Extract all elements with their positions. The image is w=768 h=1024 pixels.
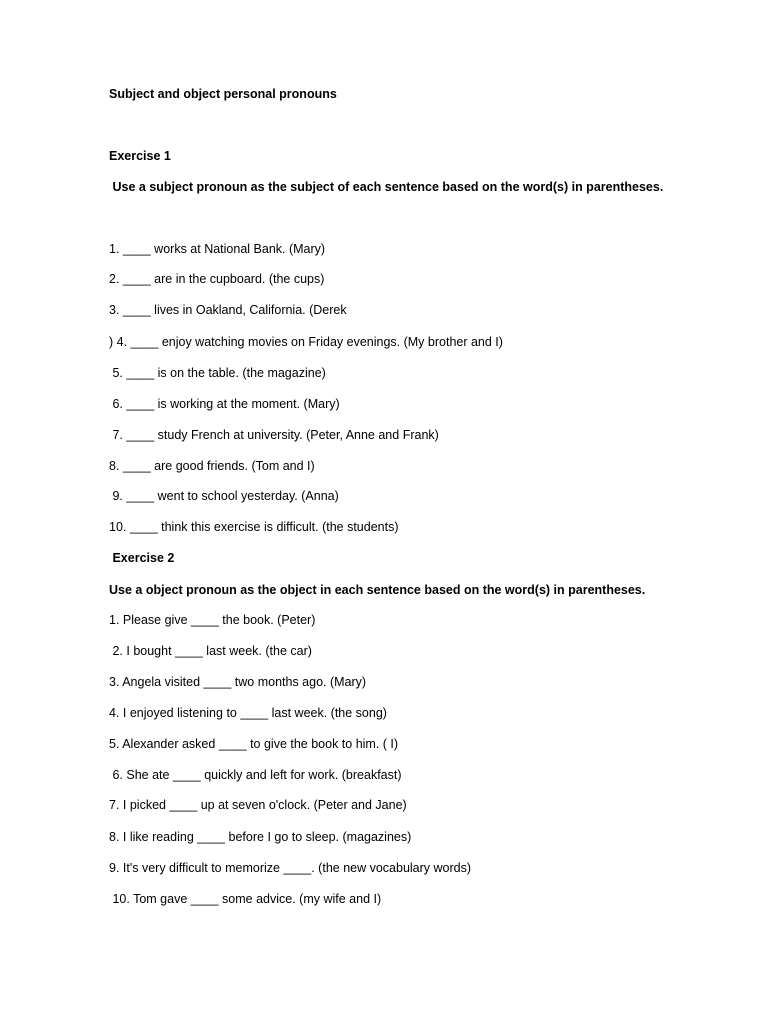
exercise2-item: 5. Alexander asked ____ to give the book to him. ( I) [109,737,399,751]
exercise2-instruction: Use a object pronoun as the object in each sentence based on the word(s) in parentheses. [109,583,646,597]
exercise1-item: 5. ____ is on the table. (the magazine) [109,366,326,380]
exercise2-item: 4. I enjoyed listening to ____ last week. (the song) [109,706,387,720]
exercise2-heading: Exercise 2 [109,551,175,565]
exercise1-item: 7. ____ study French at university. (Peter, Anne and Frank) [109,428,439,442]
exercise2-item: 10. Tom gave ____ some advice. (my wife and I) [109,892,382,906]
exercise1-item: ) 4. ____ enjoy watching movies on Friday evenings. (My brother and I) [109,335,503,349]
exercise2-item: 3. Angela visited ____ two months ago. (Mary) [109,675,367,689]
exercise1-item: 9. ____ went to school yesterday. (Anna) [109,489,339,503]
exercise1-heading: Exercise 1 [109,149,171,163]
exercise2-item: 1. Please give ____ the book. (Peter) [109,613,316,627]
exercise2-item: 2. I bought ____ last week. (the car) [109,644,312,658]
exercise2-item: 7. I picked ____ up at seven o'clock. (Peter and Jane) [109,798,407,812]
exercise1-item: 8. ____ are good friends. (Tom and I) [109,459,315,473]
exercise2-item: 8. I like reading ____ before I go to sleep. (magazines) [109,830,412,844]
exercise2-item: 6. She ate ____ quickly and left for work. (breakfast) [109,768,402,782]
exercise1-item: 1. ____ works at National Bank. (Mary) [109,242,326,256]
document-title: Subject and object personal pronouns [109,87,337,101]
exercise1-item: 3. ____ lives in Oakland, California. (Derek [109,303,347,317]
exercise1-item: 2. ____ are in the cupboard. (the cups) [109,272,325,286]
exercise1-item: 6. ____ is working at the moment. (Mary) [109,397,340,411]
exercise1-instruction: Use a subject pronoun as the subject of each sentence based on the word(s) in parentheses. [109,180,664,194]
exercise2-item: 9. It's very difficult to memorize ____. (the new vocabulary words) [109,861,472,875]
exercise1-item: 10. ____ think this exercise is difficult. (the students) [109,520,399,534]
